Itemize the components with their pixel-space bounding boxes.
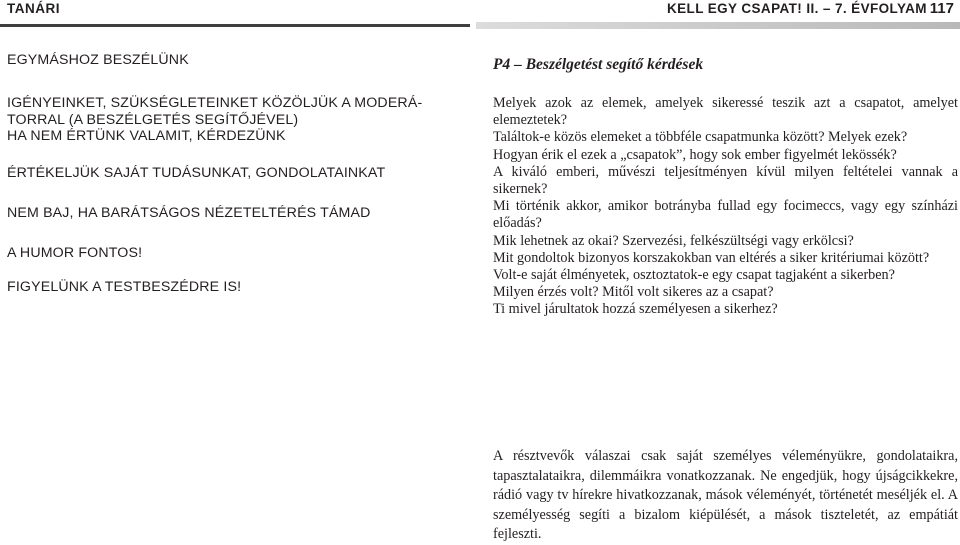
rule-item: NEM BAJ, HA BARÁTSÁGOS NÉZETELTÉRÉS TÁMAD bbox=[7, 205, 371, 221]
question-item: Mit gondoltok bizonyos korszakokban van eltérés a siker kritériumai között? bbox=[493, 249, 930, 266]
section-title: P4 – Beszélgetést segítő kérdések bbox=[493, 56, 704, 73]
question-item: Milyen érzés volt? Mitől volt sikeres az a csapat? bbox=[493, 284, 774, 301]
rule-item: HA NEM ÉRTÜNK VALAMIT, KÉRDEZÜNK bbox=[7, 128, 286, 144]
page-number: 117 bbox=[929, 0, 954, 17]
rule-item: FIGYELÜNK A TESTBESZÉDRE IS! bbox=[7, 279, 242, 295]
question-item: Hogyan érik el ezek a „csapatok”, hogy sok ember figyelmét lekössék? bbox=[493, 146, 897, 163]
rule-item: TORRAL (A BESZÉLGETÉS SEGÍTŐJÉVEL) bbox=[7, 112, 299, 128]
header-rule-right bbox=[476, 22, 960, 29]
rule-item: EGYMÁSHOZ BESZÉLÜNK bbox=[7, 52, 189, 68]
question-item: Volt-e saját élményetek, osztoztatok-e egy csapat tagjaként a sikerben? bbox=[493, 267, 895, 284]
header-section-label: TANÁRI bbox=[7, 1, 60, 16]
summary-paragraph: A résztvevők válaszai csak saját személyes véleményükre, gondolataikra, tapasztalataikra, dilemmáikra vonatkozzanak. Ne engedjük, hogy újságcikkekre, rádió vagy tv hírekre hivatkozzanak, mások véleményét, történetét meséljék el. A személyesség segíti a bizalom kiépülését, a mások tiszteletét, az empátiát fejleszti. bbox=[493, 448, 958, 542]
header-book-title: KELL EGY CSAPAT! II. – 7. ÉVFOLYAM bbox=[667, 1, 927, 16]
question-item: A kiváló emberi, művészi teljesítményen kívül milyen feltételei vannak a sikernek? bbox=[493, 163, 958, 198]
question-item: Ti mivel járultatok hozzá személyesen a sikerhez? bbox=[493, 301, 778, 318]
rule-item: IGÉNYEINKET, SZÜKSÉGLETEINKET KÖZÖLJÜK A MODERÁ- bbox=[7, 95, 423, 111]
rule-item: A HUMOR FONTOS! bbox=[7, 245, 143, 261]
question-item: Melyek azok az elemek, amelyek sikeressé teszik azt a csapatot, amelyet elemeztetek? bbox=[493, 95, 958, 129]
question-item: Találtok-e közös elemeket a többféle csapatmunka között? Melyek ezek? bbox=[493, 129, 908, 146]
question-item: Mik lehetnek az okai? Szervezési, felkészültségi vagy erkölcsi? bbox=[493, 232, 854, 249]
question-item: Mi történik akkor, amikor botrányba fullad egy focimeccs, vagy egy színházi előadás? bbox=[493, 198, 958, 232]
rule-item: ÉRTÉKELJÜK SAJÁT TUDÁSUNKAT, GONDOLATAINKAT bbox=[7, 165, 386, 181]
question-list bbox=[493, 95, 958, 319]
header-rule-left bbox=[0, 24, 470, 27]
